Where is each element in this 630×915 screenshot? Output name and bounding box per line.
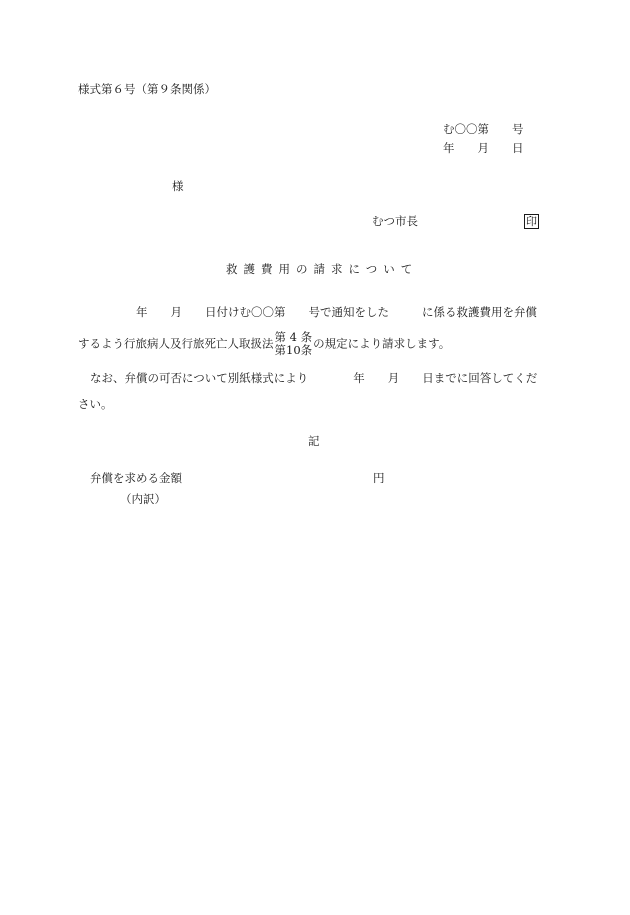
document-date: 年 月 日: [443, 141, 524, 155]
issuer-block: [372, 216, 418, 228]
breakdown-label: （内訳）: [120, 492, 166, 506]
article-top: 第 4 条: [274, 330, 313, 344]
article-bottom: 第10条: [274, 343, 313, 358]
form-header: 様式第６号（第９条関係）: [78, 82, 216, 96]
reply-request: なお、弁償の可否について別紙様式により: [90, 371, 309, 385]
body-line-3: [90, 373, 537, 385]
document-title: 救護費用の請求について: [226, 262, 419, 276]
line2-post: の規定により請求します。: [313, 336, 451, 351]
body-line-2: [78, 331, 450, 357]
article-fraction: [275, 331, 313, 357]
reply-tail: 日までに回答してくだ: [422, 371, 538, 385]
addressee-suffix: 様: [172, 179, 184, 193]
body-year: 年: [136, 305, 148, 319]
body-line-4: さい。: [78, 397, 113, 411]
issuer-name: むつ市長: [372, 214, 418, 228]
law-name: するよう行旅病人及行旅死亡人取扱法: [78, 336, 274, 351]
amount-unit: 円: [373, 471, 385, 485]
ki-heading: 記: [308, 434, 320, 448]
document-number: む〇〇第 号: [443, 122, 524, 136]
amount-label: 弁償を求める金額: [90, 471, 182, 485]
body-tail: に係る救護費用を弁償: [422, 305, 537, 319]
seal-mark: [524, 214, 539, 229]
reply-month: 月: [387, 371, 400, 385]
seal-icon: 印: [526, 215, 537, 228]
reply-year: 年: [353, 371, 365, 385]
body-notice: 号で通知をした: [308, 305, 389, 319]
body-line-1: [78, 307, 537, 319]
body-reference: 日付けむ〇〇第: [205, 305, 286, 319]
body-month: 月: [170, 305, 182, 319]
